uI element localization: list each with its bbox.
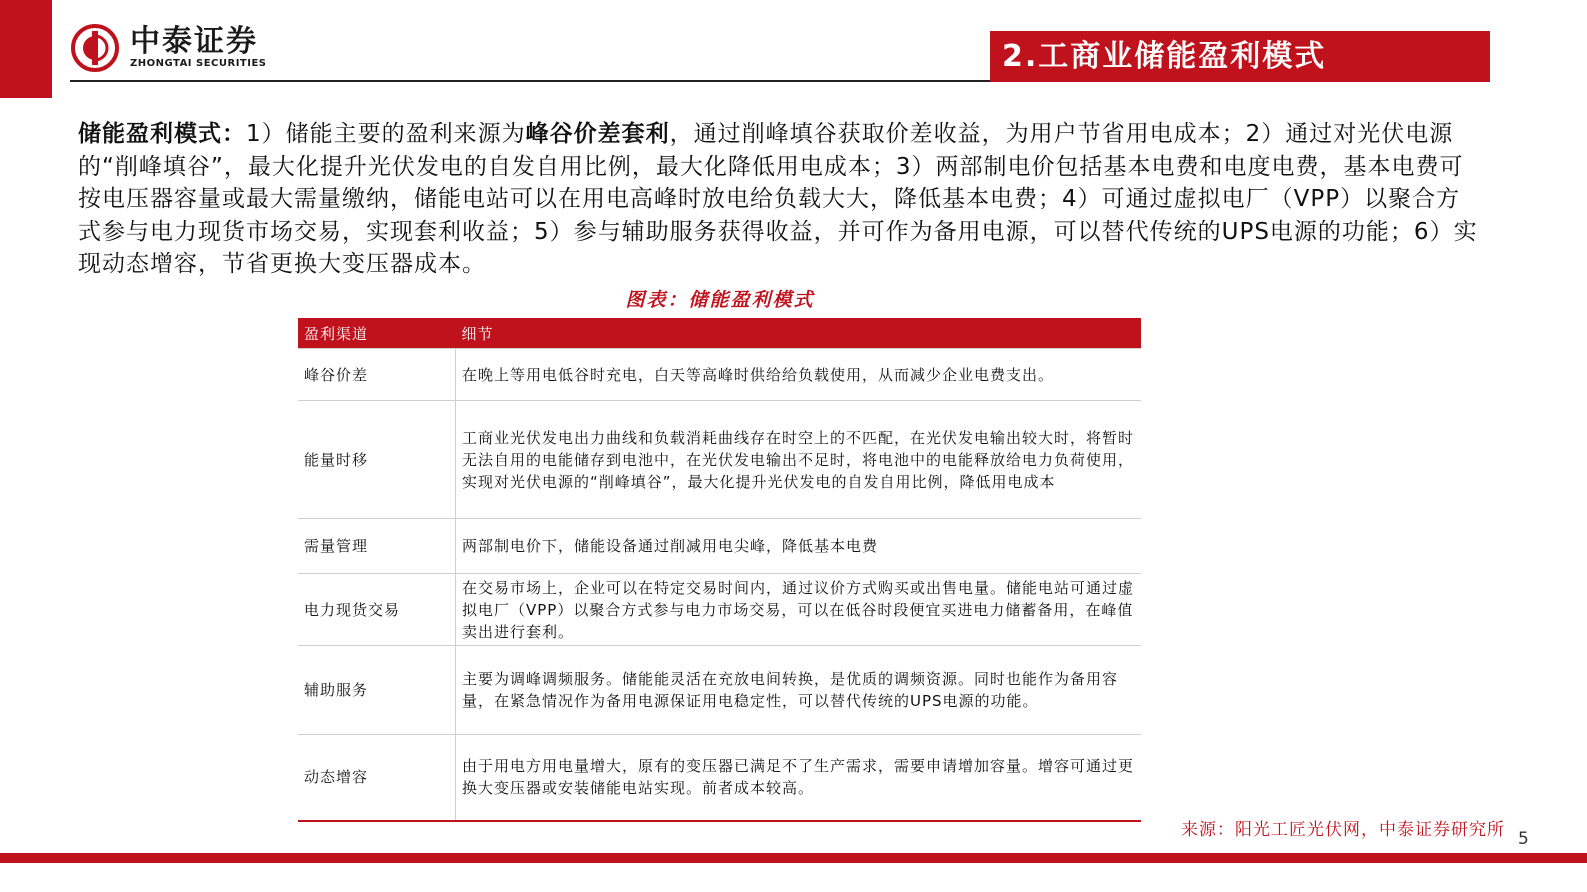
table-row — [298, 519, 1141, 574]
logo-name-en: ZHONGTAI SECURITIES — [130, 58, 267, 69]
footer-accent-bar — [0, 853, 1587, 863]
row-channel: 能量时移 — [298, 401, 456, 519]
page-number: 5 — [1518, 829, 1529, 849]
row-detail: 由于用电方用电量增大，原有的变压器已满足不了生产需求，需要申请增加容量。增容可通过更换大变压器或安装储能电站实现。前者成本较高。 — [456, 735, 1142, 821]
row-channel: 需量管理 — [298, 519, 456, 574]
row-detail: 工商业光伏发电出力曲线和负载消耗曲线存在时空上的不匹配，在光伏发电输出较大时，将暂时无法自用的电能储存到电池中，在光伏发电输出不足时，将电池中的电能释放给电力负荷使用，实现对光伏电源的“削峰填谷”，最大化提升光伏发电的自发自用比例，降低用电成本 — [456, 401, 1142, 519]
table-row — [298, 646, 1141, 735]
intro-label: 储能盈利模式： — [78, 121, 246, 147]
row-detail: 在晚上等用电低谷时充电，白天等高峰时供给给负载使用，从而减少企业电费支出。 — [456, 349, 1142, 401]
table-header-row — [298, 318, 1141, 349]
intro-text-1: 1）储能主要的盈利来源为 — [246, 121, 526, 147]
row-channel: 峰谷价差 — [298, 349, 456, 401]
table-row — [298, 735, 1141, 821]
row-detail: 主要为调峰调频服务。储能能灵活在充放电间转换，是优质的调频资源。同时也能作为备用容量，在紧急情况作为备用电源保证用电稳定性，可以替代传统的UPS电源的功能。 — [456, 646, 1142, 735]
row-detail: 在交易市场上，企业可以在特定交易时间内，通过议价方式购买或出售电量。储能电站可通过虚拟电厂（VPP）以聚合方式参与电力市场交易，可以在低谷时段便宜买进电力储蓄备用，在峰值卖出进行套利。 — [456, 574, 1142, 646]
table-row — [298, 401, 1141, 519]
profit-model-table — [298, 318, 1141, 822]
table-row — [298, 349, 1141, 401]
table-row — [298, 574, 1141, 646]
row-channel: 动态增容 — [298, 735, 456, 821]
row-detail: 两部制电价下，储能设备通过削减用电尖峰，降低基本电费 — [456, 519, 1142, 574]
slide-title: 2.工商业储能盈利模式 — [990, 31, 1490, 82]
source-note: 来源：阳光工匠光伏网，中泰证券研究所 — [1181, 820, 1505, 840]
company-logo — [70, 22, 267, 74]
row-channel: 辅助服务 — [298, 646, 456, 735]
left-accent-bar — [0, 0, 52, 98]
logo-name-cn: 中泰证券 — [130, 24, 258, 59]
zhongtai-logo-icon — [70, 23, 120, 73]
header-detail: 细节 — [456, 318, 1142, 349]
intro-text-2: ，通过削峰填谷获取价差收益，为用户节省用电成本；2）通过对光伏电源的“削峰填谷”，最大化提升光伏发电的自发自用比例，最大化降低用电成本；3）两部制电价包括基本电费和电度电费，基本电费可按电压器容量或最大需量缴纳，储能电站可以在用电高峰时放电给负载大大，降低基本电费；4）可通过虚拟电厂（VPP）以聚合方式参与电力现货市场交易，实现套利收益；5）参与辅助服务获得收益，并可作为备用电源，可以替代传统的UPS电源的功能；6）实现动态增容，节省更换大变压器成本。 — [78, 121, 1478, 277]
intro-highlight: 峰谷价差套利 — [525, 121, 670, 147]
table-caption: 图表：储能盈利模式 — [625, 289, 815, 311]
intro-paragraph — [78, 118, 1478, 281]
header-channel: 盈利渠道 — [298, 318, 456, 349]
row-channel: 电力现货交易 — [298, 574, 456, 646]
